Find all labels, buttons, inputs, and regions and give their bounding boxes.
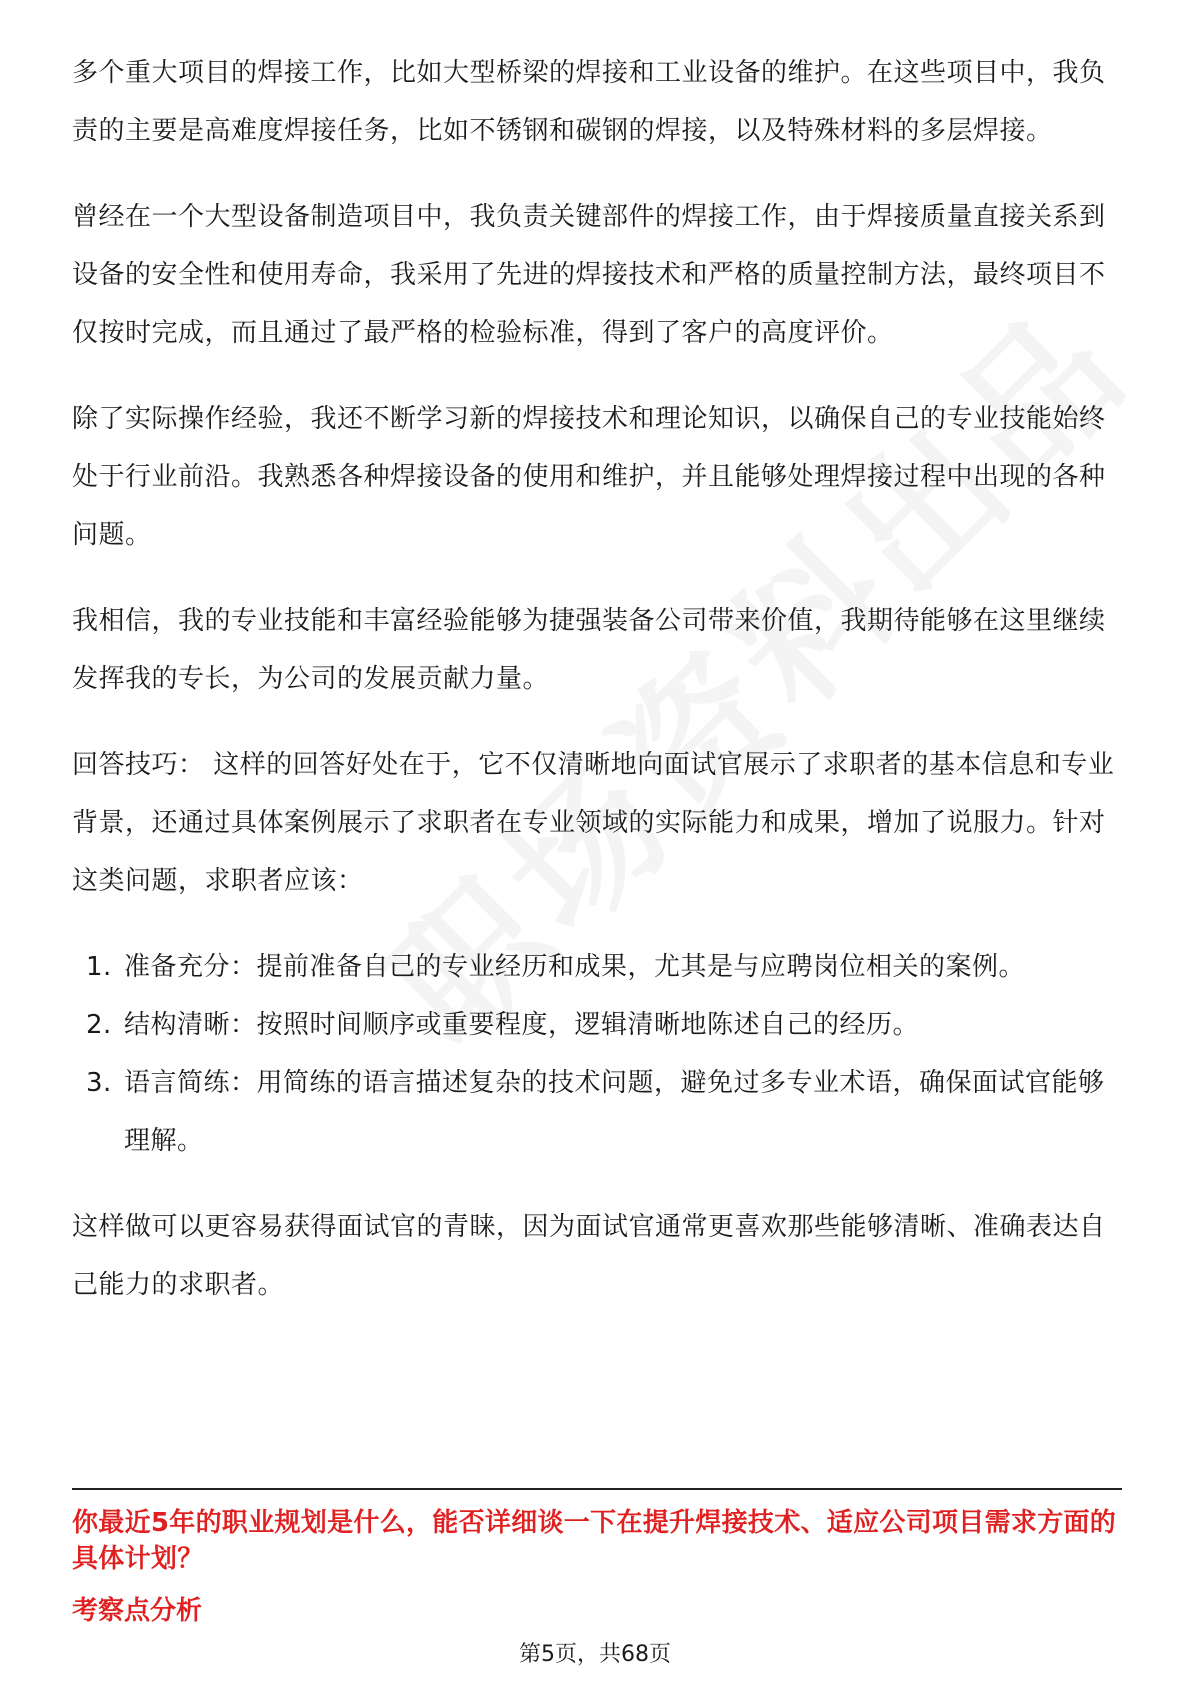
list-number: 1.	[86, 952, 112, 982]
question-heading: 你最近5年的职业规划是什么，能否详细谈一下在提升焊接技术、适应公司项目需求方面的具体计划？	[72, 1508, 1117, 1574]
tips-paragraph: 回答技巧： 这样的回答好处在于，它不仅清晰地向面试官展示了求职者的基本信息和专业背景，还通过具体案例展示了求职者在专业领域的实际能力和成果，增加了说服力。针对这类问题，求职者应该：	[72, 750, 1115, 896]
list-item	[72, 1054, 1122, 1170]
page-footer: 第5页，共68页	[519, 1642, 671, 1667]
paragraph: 除了实际操作经验，我还不断学习新的焊接技术和理论知识，以确保自己的专业技能始终处于行业前沿。我熟悉各种焊接设备的使用和维护，并且能够处理焊接过程中出现的各种问题。	[72, 404, 1106, 550]
tips-list	[72, 938, 1122, 1170]
list-number: 2.	[86, 1010, 112, 1040]
list-text: 语言简练：用简练的语言描述复杂的技术问题，避免过多专业术语，确保面试官能够理解。	[124, 1068, 1105, 1156]
list-number: 3.	[86, 1068, 112, 1098]
analysis-heading: 考察点分析	[72, 1596, 203, 1626]
paragraph: 多个重大项目的焊接工作，比如大型桥梁的焊接和工业设备的维护。在这些项目中，我负责的主要是高难度焊接任务，比如不锈钢和碳钢的焊接，以及特殊材料的多层焊接。	[72, 58, 1106, 146]
paragraph: 曾经在一个大型设备制造项目中，我负责关键部件的焊接工作，由于焊接质量直接关系到设备的安全性和使用寿命，我采用了先进的焊接技术和严格的质量控制方法，最终项目不仅按时完成，而且通过了最严格的检验标准，得到了客户的高度评价。	[72, 202, 1106, 348]
document-body	[72, 44, 1122, 1342]
section-divider	[72, 1488, 1122, 1490]
list-text: 准备充分：提前准备自己的专业经历和成果，尤其是与应聘岗位相关的案例。	[124, 952, 1026, 982]
paragraph: 我相信，我的专业技能和丰富经验能够为捷强装备公司带来价值，我期待能够在这里继续发挥我的专长，为公司的发展贡献力量。	[72, 606, 1106, 694]
list-item	[72, 996, 1122, 1054]
list-item	[72, 938, 1122, 996]
list-text: 结构清晰：按照时间顺序或重要程度，逻辑清晰地陈述自己的经历。	[124, 1010, 920, 1040]
closing-paragraph: 这样做可以更容易获得面试官的青睐，因为面试官通常更喜欢那些能够清晰、准确表达自己能力的求职者。	[72, 1212, 1106, 1300]
